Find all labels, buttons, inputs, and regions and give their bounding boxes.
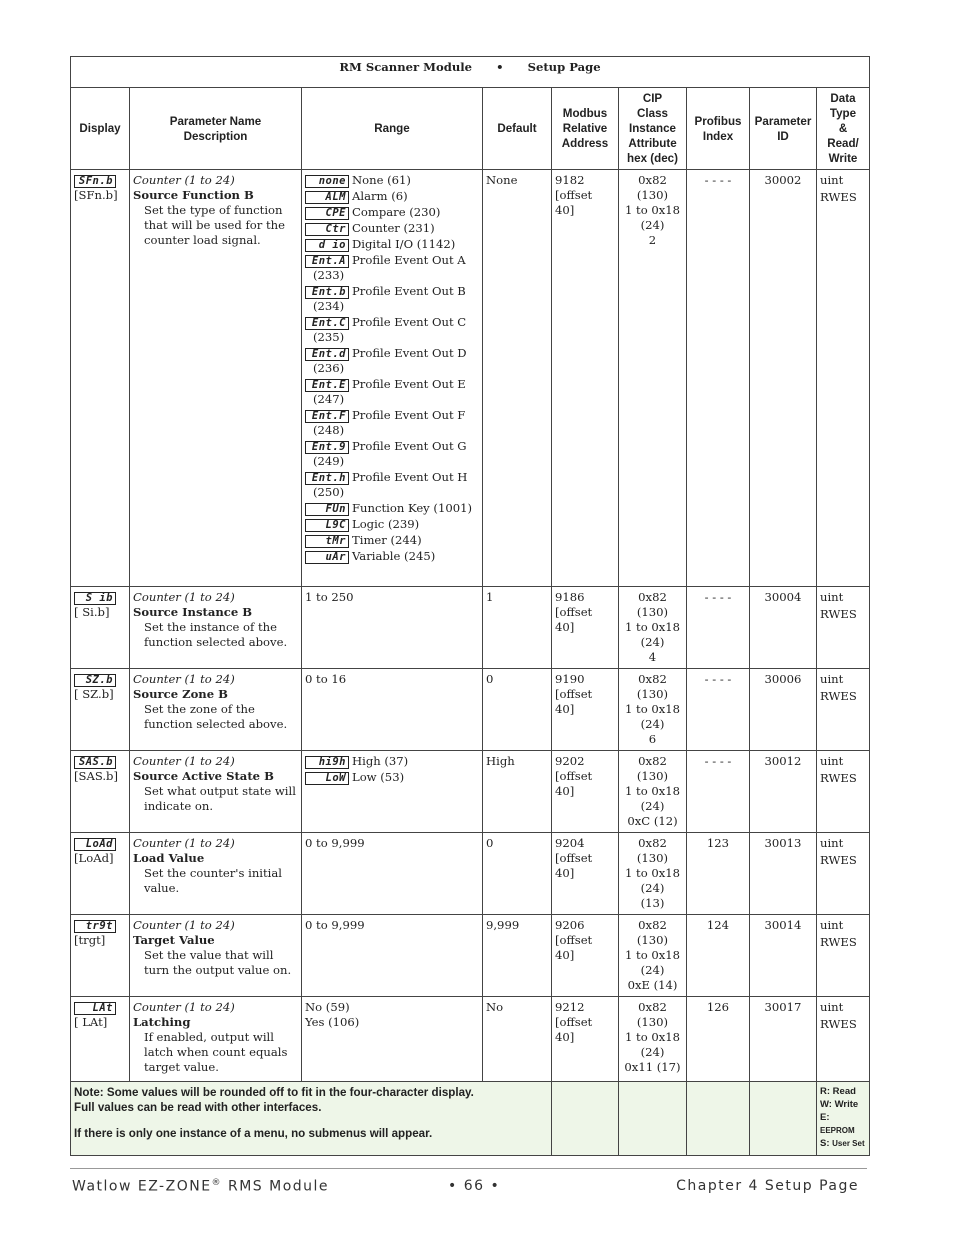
cip-line: (24) <box>640 717 665 731</box>
profibus-cell: - - - - <box>687 669 750 751</box>
range-option-label: Profile Event Out F <box>352 408 466 422</box>
display-cell <box>71 833 130 915</box>
range-value: 0 to 9,999 <box>305 918 365 932</box>
cip-cell <box>619 833 687 915</box>
range-value: No (59) <box>305 1000 350 1014</box>
param-description: Set the counter's initial value. <box>144 866 282 895</box>
lcd-code-icon: ALM <box>305 191 349 204</box>
range-option-label: Alarm (6) <box>352 189 408 203</box>
modbus-address: 9212 <box>555 1000 585 1014</box>
lcd-display-icon: S ib <box>74 592 116 605</box>
lcd-display-icon: SZ.b <box>74 674 116 687</box>
note-empty <box>552 1082 619 1156</box>
data-type: uint <box>820 672 844 686</box>
display-cell <box>71 170 130 587</box>
param-id-cell: 30006 <box>750 669 817 751</box>
cip-line: 0x82 (130) <box>636 754 669 783</box>
table-row <box>71 915 870 997</box>
data-type: uint <box>820 173 844 187</box>
cip-line: (24) <box>640 1045 665 1059</box>
lcd-code-icon: Ent.A <box>305 255 349 268</box>
note-cell <box>71 1082 552 1156</box>
param-cell <box>130 997 302 1082</box>
param-cell <box>130 833 302 915</box>
profibus-cell: 126 <box>687 997 750 1082</box>
lcd-code-icon: Ent.F <box>305 410 349 423</box>
display-cell <box>71 669 130 751</box>
range-option-label: Digital I/O (1142) <box>352 237 456 251</box>
note-line-1: Note: Some values will be rounded off to fit in the four-character display. <box>74 1086 474 1099</box>
lcd-code-icon: Ent.d <box>305 348 349 361</box>
range-option <box>305 770 479 785</box>
cip-line: 6 <box>648 732 657 746</box>
data-type: uint <box>820 590 844 604</box>
display-code: [ SZ.b] <box>74 687 114 701</box>
param-name: Source Active State B <box>133 769 274 783</box>
cip-line: 0x82 (130) <box>636 590 669 619</box>
profibus-cell: 124 <box>687 915 750 997</box>
modbus-cell <box>552 751 619 833</box>
range-option <box>305 346 479 376</box>
cip-line: 0x82 (130) <box>636 918 669 947</box>
cip-cell <box>619 915 687 997</box>
param-id-cell: 30013 <box>750 833 817 915</box>
read-write: RWES <box>820 771 857 785</box>
header-row <box>71 88 870 170</box>
default-cell: 0 <box>483 669 552 751</box>
cip-line: 4 <box>648 650 657 664</box>
footer-left <box>72 1178 329 1195</box>
header-cip: CIP Class Instance Attribute hex (dec) <box>619 88 687 170</box>
data-type: uint <box>820 918 844 932</box>
title-separator: • <box>496 60 504 74</box>
default-cell: None <box>483 170 552 587</box>
cip-line: 1 to 0x18 <box>624 620 681 634</box>
cip-line: (13) <box>640 896 665 910</box>
cip-line: 1 to 0x18 <box>624 948 681 962</box>
read-write: RWES <box>820 1017 857 1031</box>
table-body <box>71 170 870 1082</box>
range-cell <box>302 833 483 915</box>
modbus-address: 9190 <box>555 672 585 686</box>
param-id-cell: 30004 <box>750 587 817 669</box>
range-option <box>305 439 479 469</box>
modbus-offset: [offset 40] <box>555 1015 593 1044</box>
header-default: Default <box>483 88 552 170</box>
lcd-code-icon: hi9h <box>305 756 349 769</box>
lcd-code-icon: Ent.E <box>305 379 349 392</box>
range-option-value: (235) <box>313 330 345 344</box>
param-id-cell: 30002 <box>750 170 817 587</box>
legend-value: User Set <box>832 1139 865 1148</box>
datatype-cell <box>817 669 870 751</box>
cip-line: 1 to 0x18 <box>624 1030 681 1044</box>
range-option <box>305 189 479 204</box>
datatype-cell <box>817 751 870 833</box>
legend-key: R: <box>820 1086 831 1097</box>
lcd-code-icon: Ent.h <box>305 472 349 485</box>
param-category: Counter (1 to 24) <box>133 590 235 604</box>
range-option <box>305 253 479 283</box>
cip-line: (24) <box>640 881 665 895</box>
range-option <box>305 754 479 769</box>
cip-line: (24) <box>640 635 665 649</box>
param-name: Source Zone B <box>133 687 228 701</box>
rw-legend <box>817 1082 870 1156</box>
param-cell <box>130 915 302 997</box>
read-write: RWES <box>820 935 857 949</box>
display-cell <box>71 915 130 997</box>
range-option <box>305 377 479 407</box>
default-cell: No <box>483 997 552 1082</box>
table-row <box>71 669 870 751</box>
read-write: RWES <box>820 607 857 621</box>
table-title <box>71 57 870 88</box>
datatype-cell <box>817 170 870 587</box>
param-category: Counter (1 to 24) <box>133 173 235 187</box>
range-option-value: (233) <box>313 268 345 282</box>
range-option-value: (250) <box>313 485 345 499</box>
default-cell: 1 <box>483 587 552 669</box>
table-row <box>71 170 870 587</box>
modbus-cell <box>552 170 619 587</box>
cip-cell <box>619 751 687 833</box>
footer-chapter: Chapter 4 Setup Page <box>676 1178 859 1194</box>
param-category: Counter (1 to 24) <box>133 754 235 768</box>
range-value: 1 to 250 <box>305 590 354 604</box>
datatype-cell <box>817 915 870 997</box>
cip-line: 0x11 (17) <box>624 1060 681 1074</box>
lcd-code-icon: LoW <box>305 772 349 785</box>
modbus-cell <box>552 587 619 669</box>
profibus-cell: - - - - <box>687 170 750 587</box>
table-row <box>71 751 870 833</box>
param-description: Set the value that will turn the output value on. <box>144 948 292 977</box>
range-option-label: Function Key (1001) <box>352 501 472 515</box>
range-cell <box>302 915 483 997</box>
cip-line: 1 to 0x18 <box>624 702 681 716</box>
range-option-value: (236) <box>313 361 345 375</box>
range-cell <box>302 997 483 1082</box>
range-option-label: Low (53) <box>352 770 405 784</box>
param-name: Latching <box>133 1015 191 1029</box>
cip-cell <box>619 587 687 669</box>
param-name: Source Instance B <box>133 605 253 619</box>
table-row <box>71 587 870 669</box>
note-row <box>71 1082 870 1156</box>
registered-mark: ® <box>211 1178 223 1188</box>
range-option-label: High (37) <box>352 754 409 768</box>
legend-key: S: <box>820 1138 830 1149</box>
lcd-display-icon: tr9t <box>74 920 116 933</box>
modbus-address: 9182 <box>555 173 585 187</box>
range-option-value: (234) <box>313 299 345 313</box>
footer-product: Watlow EZ-ZONE <box>72 1178 212 1195</box>
param-category: Counter (1 to 24) <box>133 836 235 850</box>
legend-value: Write <box>834 1099 859 1110</box>
note-empty <box>619 1082 687 1156</box>
range-option <box>305 470 479 500</box>
modbus-address: 9202 <box>555 754 585 768</box>
page-title: Setup Page <box>527 60 601 74</box>
range-option <box>305 237 479 252</box>
datatype-cell <box>817 997 870 1082</box>
cip-line: 2 <box>648 233 657 247</box>
cip-line: 0x82 (130) <box>636 836 669 865</box>
profibus-cell: - - - - <box>687 751 750 833</box>
range-cell <box>302 170 483 587</box>
range-option <box>305 315 479 345</box>
lcd-code-icon: none <box>305 175 349 188</box>
range-option-label: Logic (239) <box>352 517 420 531</box>
cip-cell <box>619 997 687 1082</box>
header-range: Range <box>302 88 483 170</box>
page-footer <box>70 1168 867 1195</box>
table-row <box>71 833 870 915</box>
range-option-label: Compare (230) <box>352 205 441 219</box>
display-code: [ Si.b] <box>74 605 110 619</box>
modbus-offset: [offset 40] <box>555 933 593 962</box>
datatype-cell <box>817 587 870 669</box>
range-option-label: Profile Event Out E <box>352 377 466 391</box>
param-cell <box>130 170 302 587</box>
modbus-cell <box>552 669 619 751</box>
parameter-table <box>70 56 870 1156</box>
cip-line: 0x82 (130) <box>636 173 669 202</box>
range-option-label: Counter (231) <box>352 221 435 235</box>
header-paramid: Parameter ID <box>750 88 817 170</box>
cip-line: 0x82 (130) <box>636 1000 669 1029</box>
lcd-code-icon: L9C <box>305 519 349 532</box>
modbus-cell <box>552 997 619 1082</box>
range-option-label: Profile Event Out G <box>352 439 467 453</box>
range-cell <box>302 669 483 751</box>
cip-line: 0xC (12) <box>627 814 678 828</box>
note-empty <box>687 1082 750 1156</box>
range-option-label: Variable (245) <box>352 549 436 563</box>
default-cell: High <box>483 751 552 833</box>
display-cell <box>71 587 130 669</box>
param-description: Set what output state will indicate on. <box>144 784 296 813</box>
modbus-offset: [offset 40] <box>555 188 593 217</box>
note-empty <box>750 1082 817 1156</box>
range-option <box>305 517 479 532</box>
range-cell <box>302 587 483 669</box>
module-title: RM Scanner Module <box>339 60 473 74</box>
cip-line: (24) <box>640 218 665 232</box>
lcd-code-icon: FUn <box>305 503 349 516</box>
param-category: Counter (1 to 24) <box>133 918 235 932</box>
table-row <box>71 997 870 1082</box>
range-option-label: Profile Event Out D <box>352 346 467 360</box>
range-option-label: Profile Event Out A <box>352 253 466 267</box>
header-param: Parameter Name Description <box>130 88 302 170</box>
range-option-label: None (61) <box>352 173 411 187</box>
param-description: If enabled, output will latch when count equals target value. <box>144 1030 288 1074</box>
lcd-code-icon: Ent.9 <box>305 441 349 454</box>
param-description: Set the zone of the function selected above. <box>144 702 288 731</box>
range-option-value: (247) <box>313 392 345 406</box>
param-name: Source Function B <box>133 188 254 202</box>
profibus-cell: - - - - <box>687 587 750 669</box>
range-option <box>305 501 479 516</box>
lcd-code-icon: Ent.C <box>305 317 349 330</box>
read-write: RWES <box>820 853 857 867</box>
param-cell <box>130 669 302 751</box>
modbus-address: 9186 <box>555 590 585 604</box>
table-title-row <box>71 57 870 88</box>
cip-line: (24) <box>640 799 665 813</box>
lcd-display-icon: SFn.b <box>74 175 116 188</box>
read-write: RWES <box>820 689 857 703</box>
display-code: [SFn.b] <box>74 188 118 202</box>
read-write: RWES <box>820 190 857 204</box>
legend-value: Read <box>832 1086 856 1097</box>
legend-key: E: <box>820 1112 830 1123</box>
range-option <box>305 549 479 564</box>
cip-cell <box>619 170 687 587</box>
cip-line: 1 to 0x18 <box>624 866 681 880</box>
header-display: Display <box>71 88 130 170</box>
data-type: uint <box>820 836 844 850</box>
param-name: Target Value <box>133 933 215 947</box>
display-code: [SAS.b] <box>74 769 118 783</box>
data-type: uint <box>820 754 844 768</box>
param-category: Counter (1 to 24) <box>133 1000 235 1014</box>
note-line-3: If there is only one instance of a menu, no submenus will appear. <box>74 1127 433 1140</box>
lcd-display-icon: LoAd <box>74 838 116 851</box>
range-option <box>305 284 479 314</box>
range-value: 0 to 9,999 <box>305 836 365 850</box>
range-option-label: Profile Event Out H <box>352 470 468 484</box>
lcd-code-icon: uAr <box>305 551 349 564</box>
modbus-offset: [offset 40] <box>555 769 593 798</box>
range-option-label: Profile Event Out C <box>352 315 467 329</box>
legend-value: EEPROM <box>820 1126 855 1135</box>
range-option-value: (248) <box>313 423 345 437</box>
display-code: [trgt] <box>74 933 106 947</box>
cip-line: 1 to 0x18 <box>624 203 681 217</box>
modbus-cell <box>552 915 619 997</box>
footer-module: RMS Module <box>222 1178 330 1195</box>
modbus-cell <box>552 833 619 915</box>
param-cell <box>130 587 302 669</box>
lcd-display-icon: LAt <box>74 1002 116 1015</box>
lcd-code-icon: d io <box>305 239 349 252</box>
param-id-cell: 30014 <box>750 915 817 997</box>
note-line-2: Full values can be read with other interfaces. <box>74 1101 322 1114</box>
lcd-code-icon: Ctr <box>305 223 349 236</box>
param-description: Set the type of function that will be used for the counter load signal. <box>144 203 285 247</box>
modbus-address: 9206 <box>555 918 585 932</box>
range-option-label: Timer (244) <box>352 533 422 547</box>
range-option-value: (249) <box>313 454 345 468</box>
param-category: Counter (1 to 24) <box>133 672 235 686</box>
range-option <box>305 221 479 236</box>
cip-line: 0xE (14) <box>627 978 678 992</box>
modbus-offset: [offset 40] <box>555 605 593 634</box>
param-description: Set the instance of the function selected above. <box>144 620 288 649</box>
param-cell <box>130 751 302 833</box>
display-cell <box>71 751 130 833</box>
lcd-code-icon: CPE <box>305 207 349 220</box>
range-option <box>305 205 479 220</box>
param-name: Load Value <box>133 851 205 865</box>
lcd-display-icon: SAS.b <box>74 756 116 769</box>
header-modbus: Modbus Relative Address <box>552 88 619 170</box>
display-cell <box>71 997 130 1082</box>
data-type: uint <box>820 1000 844 1014</box>
range-option <box>305 173 479 188</box>
cip-line: 1 to 0x18 <box>624 784 681 798</box>
modbus-offset: [offset 40] <box>555 851 593 880</box>
range-option-label: Profile Event Out B <box>352 284 466 298</box>
range-value: 0 to 16 <box>305 672 347 686</box>
header-datatype: Data Type & Read/ Write <box>817 88 870 170</box>
datatype-cell <box>817 833 870 915</box>
param-id-cell: 30012 <box>750 751 817 833</box>
modbus-address: 9204 <box>555 836 585 850</box>
param-id-cell: 30017 <box>750 997 817 1082</box>
display-code: [LoAd] <box>74 851 114 865</box>
lcd-code-icon: tMr <box>305 535 349 548</box>
lcd-code-icon: Ent.b <box>305 286 349 299</box>
range-option <box>305 408 479 438</box>
cip-line: 0x82 (130) <box>636 672 669 701</box>
cip-cell <box>619 669 687 751</box>
default-cell: 0 <box>483 833 552 915</box>
range-option <box>305 533 479 548</box>
range-value: Yes (106) <box>305 1015 360 1029</box>
header-profibus: Profibus Index <box>687 88 750 170</box>
range-cell <box>302 751 483 833</box>
legend-key: W: <box>820 1099 832 1110</box>
modbus-offset: [offset 40] <box>555 687 593 716</box>
page-number: • 66 • <box>448 1178 501 1194</box>
default-cell: 9,999 <box>483 915 552 997</box>
display-code: [ LAt] <box>74 1015 108 1029</box>
profibus-cell: 123 <box>687 833 750 915</box>
cip-line: (24) <box>640 963 665 977</box>
